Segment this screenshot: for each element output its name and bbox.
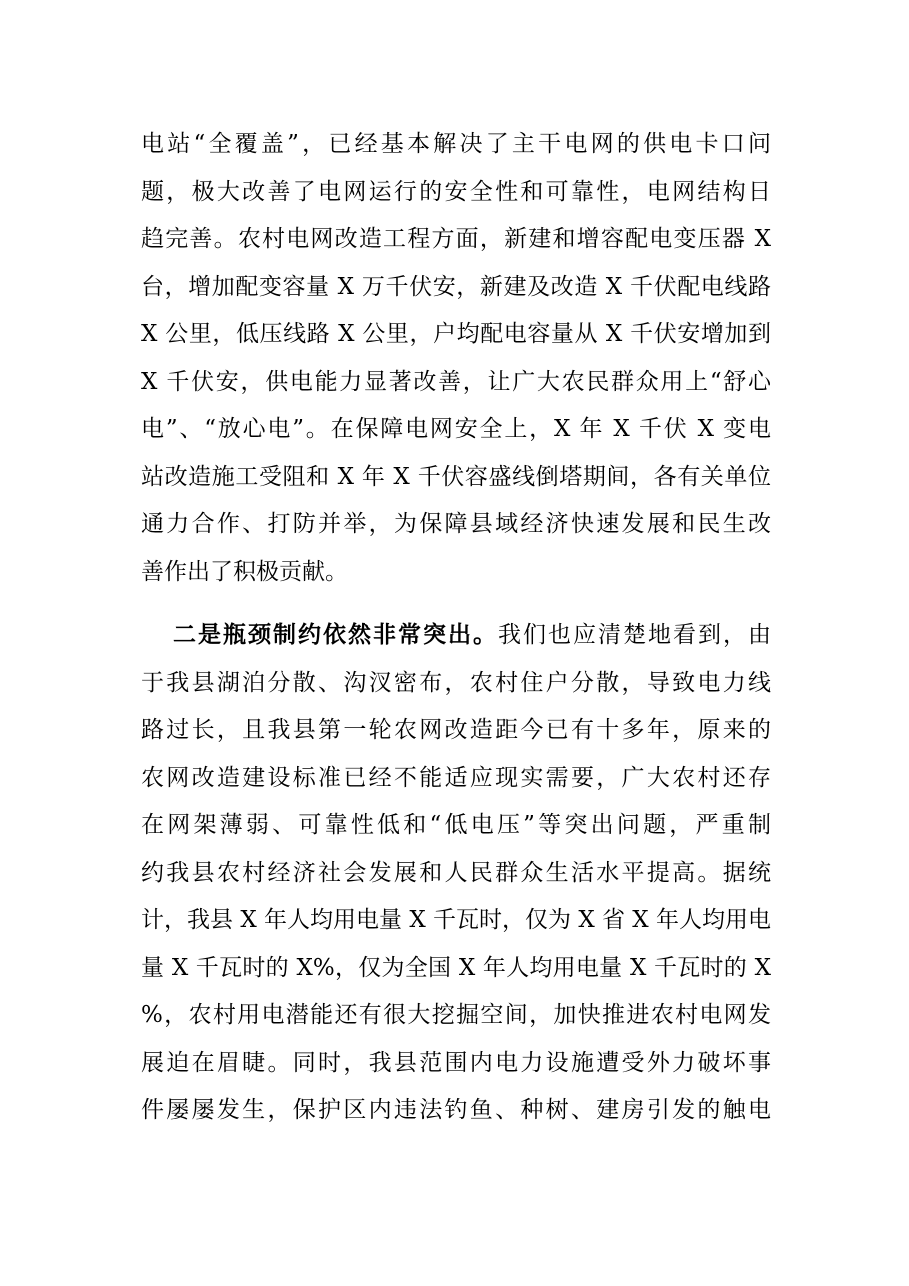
paragraph-line: 趋完善。农村电网改造工程方面，新建和增容配电变压器 X [141, 226, 771, 252]
paragraph-line: 电”、“放心电”。在保障电网安全上，X 年 X 千伏 X 变电 [141, 416, 771, 442]
paragraph-line: X 公里，低压线路 X 公里，户均配电容量从 X 千伏安增加到 [141, 321, 771, 347]
paragraph-line: 在网架薄弱、可靠性低和“低电压”等突出问题，严重制 [141, 812, 771, 838]
paragraph-line: 电站“全覆盖”，已经基本解决了主干电网的供电卡口问 [141, 131, 771, 157]
paragraph-line: 路过长，且我县第一轮农网改造距今已有十多年，原来的 [141, 717, 771, 743]
paragraph-line: X 千伏安，供电能力显著改善，让广大农民群众用上“舒心 [141, 368, 771, 395]
paragraph-line-rest: 我们也应清楚地看到，由 [498, 622, 771, 648]
paragraph-line: 台，增加配变容量 X 万千伏安，新建及改造 X 千伏配电线路 [141, 273, 771, 300]
paragraph-line: 量 X 千瓦时的 X%，仅为全国 X 年人均用电量 X 千瓦时的 X [141, 954, 771, 981]
paragraph-line: 件屡屡发生，保护区内违法钓鱼、种树、建房引发的触电 [141, 1097, 771, 1123]
paragraph-line: 善作出了积极贡献。 [141, 558, 348, 585]
paragraph-heading: 二是瓶颈制约依然非常突出。 [173, 622, 498, 648]
paragraph-line: 通力合作、打防并举，为保障县域经济快速发展和民生改 [141, 511, 771, 537]
paragraph-bottleneck-constraints [141, 612, 771, 1135]
paragraph-line: 于我县湖泊分散、沟汊密布，农村住户分散，导致电力线 [141, 669, 771, 696]
paragraph-first-line [141, 612, 771, 660]
paragraph-power-grid-achievements [141, 121, 771, 596]
paragraph-line: 展迫在眉睫。同时，我县范围内电力设施遭受外力破坏事 [141, 1049, 771, 1076]
paragraph-line: 计，我县 X 年人均用电量 X 千瓦时，仅为 X 省 X 年人均用电 [141, 907, 772, 933]
paragraph-line: 约我县农村经济社会发展和人民群众生活水平提高。据统 [141, 859, 771, 886]
paragraph-line: 农网改造建设标准已经不能适应现实需要，广大农村还存 [141, 764, 771, 791]
paragraph-line: 题，极大改善了电网运行的安全性和可靠性，电网结构日 [141, 178, 771, 205]
paragraph-line: 站改造施工受阻和 X 年 X 千伏容盛线倒塔期间，各有关单位 [141, 463, 771, 490]
paragraph-line: %，农村用电潜能还有很大挖掘空间，加快推进农村电网发 [141, 1002, 771, 1028]
